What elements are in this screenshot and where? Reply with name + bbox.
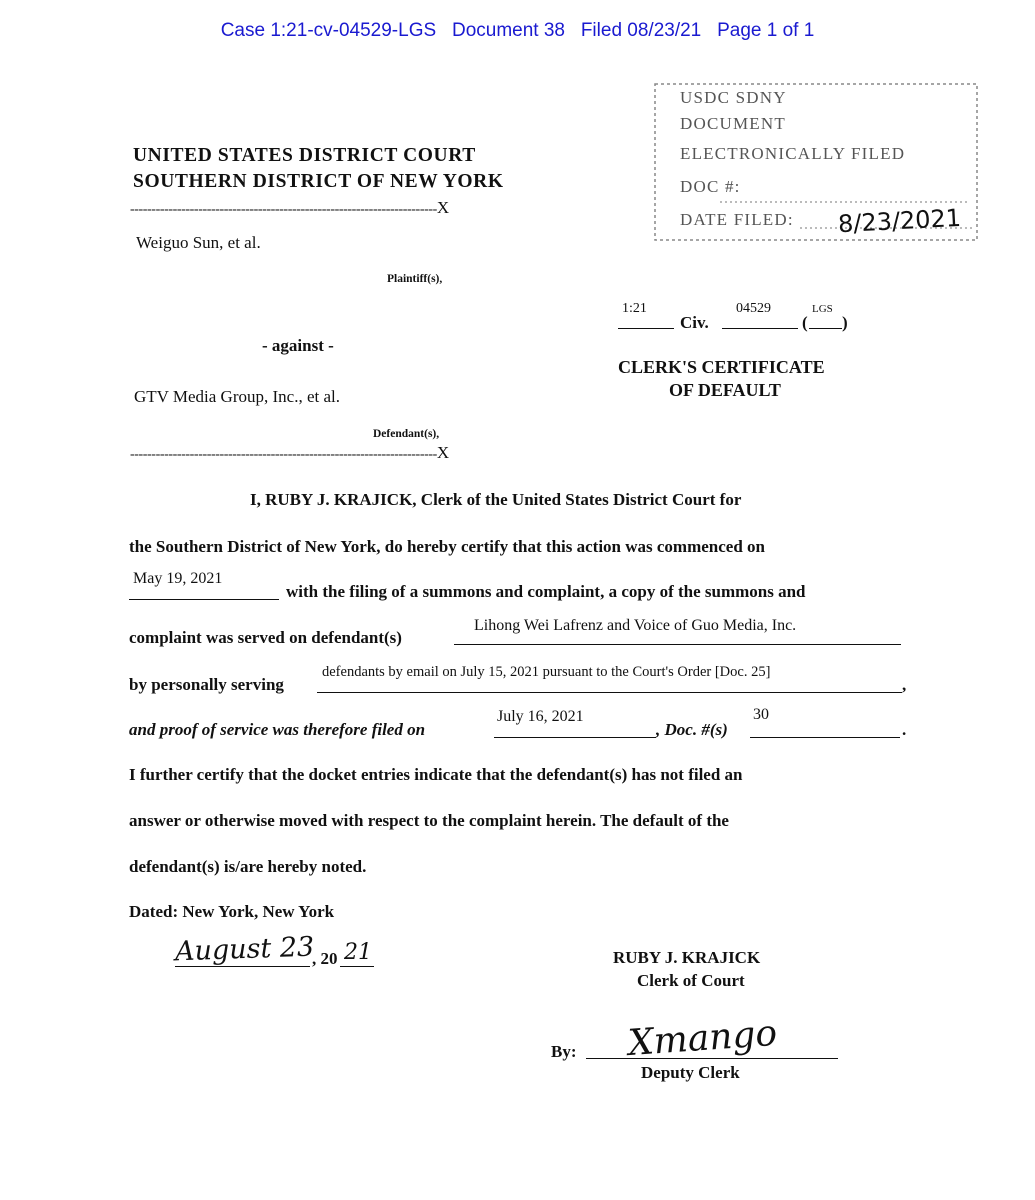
serving-method-line: [317, 692, 902, 693]
body-line-8: answer or otherwise moved with respect to the complaint herein. The default of the: [129, 811, 729, 830]
commenced-date: May 19, 2021: [133, 570, 223, 587]
proof-date: July 16, 2021: [497, 708, 584, 725]
against-label: - against -: [262, 336, 334, 355]
caption-x-bottom: X: [436, 443, 450, 462]
body-line-9: defendant(s) is/are hereby noted.: [129, 857, 367, 876]
body-line-2: the Southern District of New York, do hereby certify that this action was commenced on: [129, 537, 766, 556]
stamp-line-2: DOCUMENT: [680, 114, 786, 133]
caption-rule-top: ------------------------------------------------------------------------X: [130, 198, 450, 217]
case-number-line: [722, 328, 798, 329]
year-prefix: , 20: [312, 949, 338, 968]
by-label: By:: [551, 1042, 577, 1061]
judge-value: LGS: [812, 303, 833, 315]
plaintiff-label: Plaintiff(s),: [387, 273, 443, 285]
title-line-1: CLERK'S CERTIFICATE: [618, 357, 825, 377]
dated-label: Dated: New York, New York: [129, 902, 335, 921]
body-line-5-end: ,: [902, 675, 907, 694]
defendant-name: GTV Media Group, Inc., et al.: [134, 387, 340, 406]
judge-line: [809, 328, 842, 329]
open-paren: (: [802, 313, 808, 332]
clerk-name: RUBY J. KRAJICK: [613, 948, 761, 967]
body-line-6: and proof of service was therefore filed on: [129, 720, 426, 739]
body-line-3: with the filing of a summons and complaint, a copy of the summons and: [286, 582, 806, 601]
handwritten-date: August 23: [174, 931, 315, 968]
deputy-label: Deputy Clerk: [641, 1063, 740, 1082]
caption-rule-bottom: ------------------------------------------------------------------------X: [130, 443, 450, 462]
commenced-date-line: [129, 599, 279, 600]
title-line-2: OF DEFAULT: [669, 380, 781, 400]
served-defendants: Lihong Wei Lafrenz and Voice of Guo Media, Inc.: [474, 617, 797, 634]
stamp-line-4: DOC #:: [680, 177, 741, 196]
body-line-6-end: .: [902, 720, 907, 739]
signature-text: Xmango: [626, 1012, 779, 1065]
served-defendants-line: [454, 644, 901, 645]
body-line-5: by personally serving: [129, 675, 284, 694]
defendant-label: Defendant(s),: [373, 428, 440, 440]
clerk-title: Clerk of Court: [637, 971, 745, 990]
civ-label: Civ.: [680, 313, 709, 332]
court-line-1: UNITED STATES DISTRICT COURT: [133, 145, 476, 166]
doc-number: 30: [753, 706, 769, 723]
body-line-7: I further certify that the docket entries indicate that the defendant(s) has not filed an: [129, 765, 743, 784]
case-number-value: 04529: [736, 301, 771, 316]
doc-number-line: [750, 737, 900, 738]
stamp-line-1: USDC SDNY: [680, 88, 787, 107]
serving-method: defendants by email on July 15, 2021 pursuant to the Court's Order [Doc. 25]: [322, 664, 771, 680]
stamp-line-3: ELECTRONICALLY FILED: [680, 144, 906, 163]
caption-x-top: X: [436, 198, 450, 217]
ecf-header: Case 1:21-cv-04529-LGS Document 38 Filed 08/23/21 Page 1 of 1: [220, 20, 815, 41]
stamp-date: 8/23/2021: [837, 203, 962, 239]
court-line-2: SOUTHERN DISTRICT OF NEW YORK: [133, 171, 504, 192]
close-paren: ): [842, 313, 848, 332]
dated-line: [175, 966, 310, 967]
body-line-1: I, RUBY J. KRAJICK, Clerk of the United States District Court for: [250, 490, 742, 509]
plaintiff-name: Weiguo Sun, et al.: [136, 233, 261, 252]
stamp-line-5: DATE FILED:: [680, 210, 794, 229]
filed-stamp: [650, 82, 980, 244]
body-line-4: complaint was served on defendant(s): [129, 628, 402, 647]
signature-line: [586, 1058, 838, 1059]
doc-label: , Doc. #(s): [656, 720, 728, 739]
year-suffix: 21: [344, 940, 372, 965]
proof-date-line: [494, 737, 656, 738]
year-line: [340, 966, 374, 967]
case-prefix-value: 1:21: [622, 301, 647, 316]
case-prefix-line: [618, 328, 674, 329]
